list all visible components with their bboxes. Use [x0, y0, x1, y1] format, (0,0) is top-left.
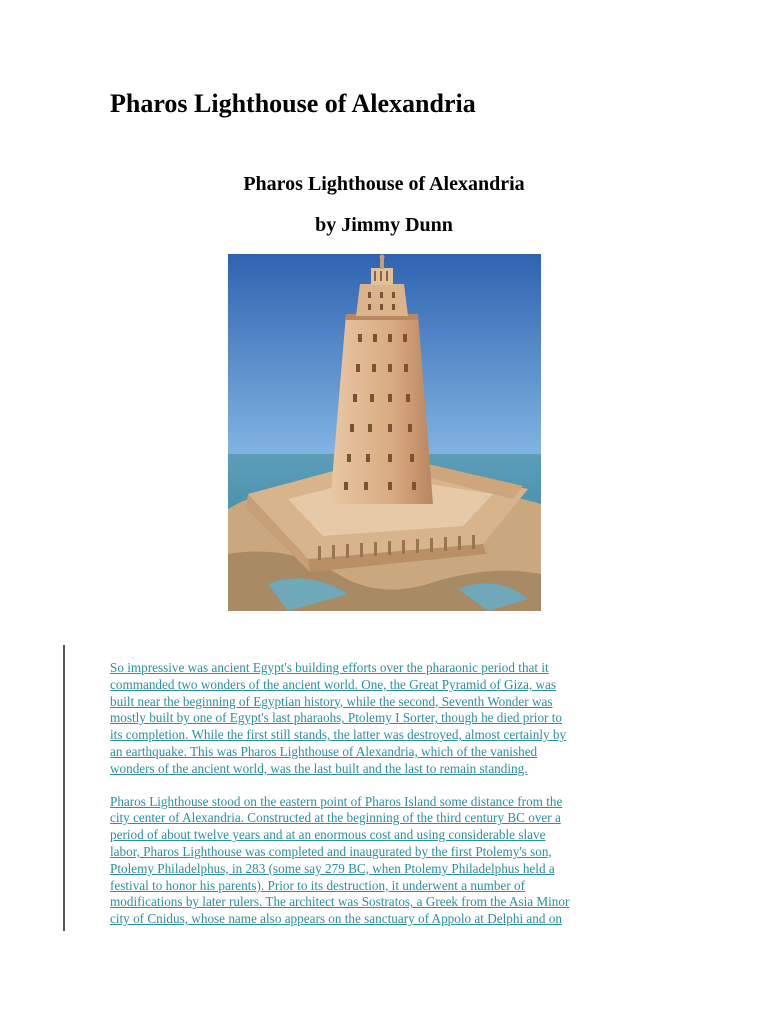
text-line[interactable]: labor, Pharos Lighthouse was completed and inaugurated by the first Ptolemy's son,: [110, 843, 552, 859]
text-line[interactable]: city center of Alexandria. Constructed at the beginning of the third century BC over a: [110, 810, 561, 826]
article-body: [110, 660, 660, 944]
text-line[interactable]: an earthquake. This was Pharos Lighthouse of Alexandria, which of the vanished: [110, 743, 538, 759]
text-line[interactable]: period of about twelve years and at an enormous cost and using considerable slave: [110, 827, 546, 843]
text-line[interactable]: city of Cnidus, whose name also appears on the sanctuary of Appolo at Delphi and on: [110, 911, 562, 927]
text-line[interactable]: festival to honor his parents). Prior to its destruction, it underwent a number of: [110, 877, 525, 893]
margin-change-bar: [63, 645, 65, 931]
text-line[interactable]: modifications by later rulers. The architect was Sostratos, a Greek from the Asia Minor: [110, 894, 570, 910]
lighthouse-model-icon: [228, 254, 541, 611]
page-heading: Pharos Lighthouse of Alexandria: [110, 89, 476, 118]
paragraph: [110, 660, 660, 778]
text-line[interactable]: Pharos Lighthouse stood on the eastern point of Pharos Island some distance from the: [110, 793, 563, 809]
article-byline: by Jimmy Dunn: [315, 214, 453, 236]
text-line[interactable]: mostly built by one of Egypt's last pharaohs, Ptolemy I Sorter, though he died prior to: [110, 710, 562, 726]
text-line[interactable]: Ptolemy Philadelphus, in 283 (some say 279 BC, when Ptolemy Philadelphus held a: [110, 860, 555, 876]
text-line[interactable]: wonders of the ancient world, was the last built and the last to remain standing.: [110, 760, 528, 776]
text-line[interactable]: its completion. While the first still stands, the latter was destroyed, almost certainly by: [110, 727, 567, 743]
lighthouse-photo: [228, 254, 541, 611]
text-line[interactable]: built near the beginning of Egyptian history, while the second, Seventh Wonder was: [110, 693, 553, 709]
text-line[interactable]: commanded two wonders of the ancient world. One, the Great Pyramid of Giza, was: [110, 676, 557, 692]
article-title: Pharos Lighthouse of Alexandria: [243, 173, 525, 195]
text-line[interactable]: So impressive was ancient Egypt's building efforts over the pharaonic period that it: [110, 660, 549, 675]
paragraph: [110, 794, 660, 928]
